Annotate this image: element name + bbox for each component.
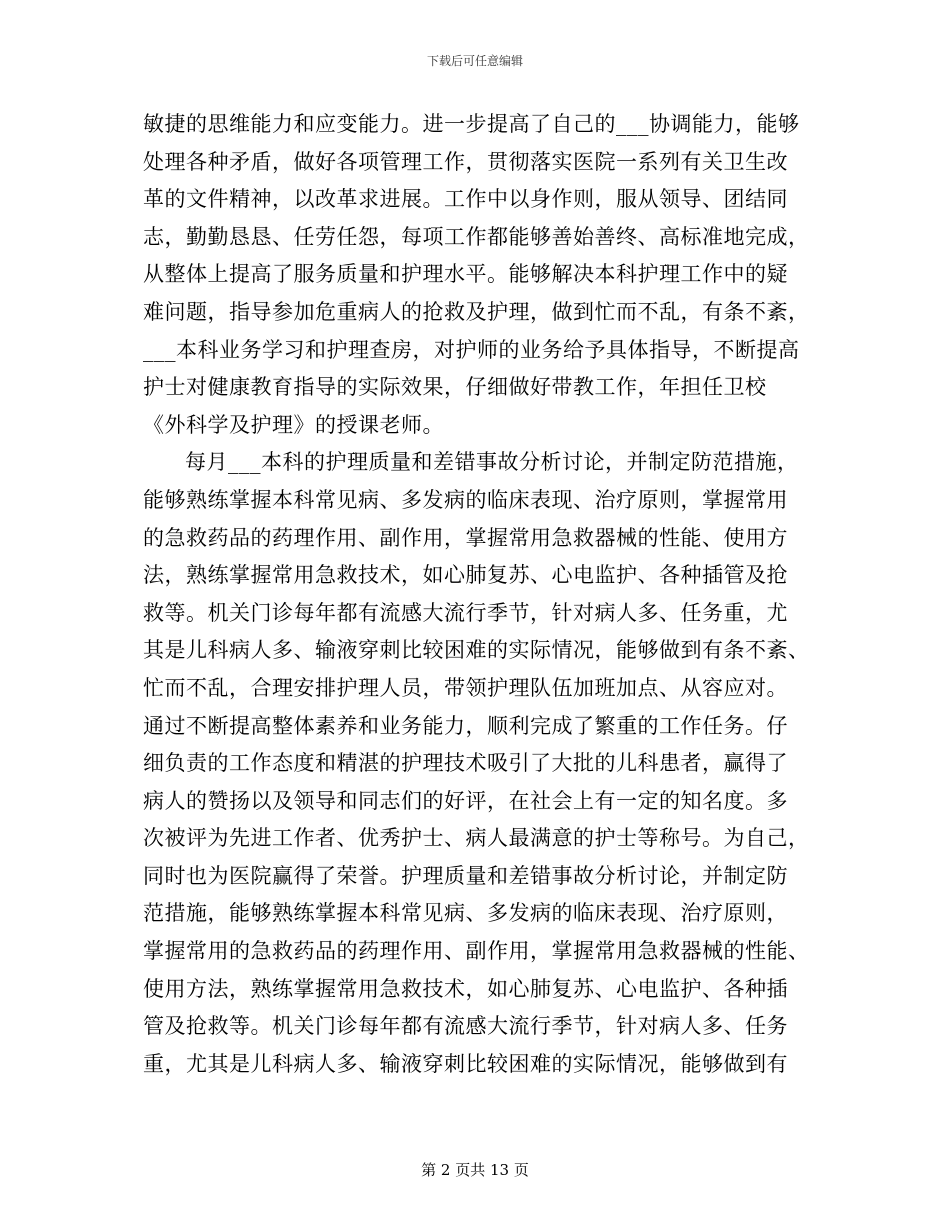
text-line: 敏捷的思维能力和应变能力。进一步提高了自己的___协调能力，能够 bbox=[143, 112, 800, 136]
text-line: 从整体上提高了服务质量和护理水平。能够解决本科护理工作中的疑 bbox=[143, 262, 788, 287]
text-line: 管及抢救等。机关门诊每年都有流感大流行季节，针对病人多、任务 bbox=[143, 1014, 788, 1039]
text-line: 处理各种矛盾，做好各项管理工作，贯彻落实医院一系列有关卫生改 bbox=[143, 149, 788, 174]
text-line: 《外科学及护理》的授课老师。 bbox=[143, 412, 444, 437]
text-line: 次被评为先进工作者、优秀护士、病人最满意的护士等称号。为自己， bbox=[143, 826, 810, 851]
text-line: 忙而不乱，合理安排护理人员，带领护理队伍加班加点、从容应对。 bbox=[143, 675, 788, 700]
text-line: 细负责的工作态度和精湛的护理技术吸引了大批的儿科患者，赢得了 bbox=[143, 751, 788, 776]
text-line: 病人的赞扬以及领导和同志们的好评，在社会上有一定的知名度。多 bbox=[143, 788, 788, 813]
document-body bbox=[143, 106, 823, 1083]
text-line: 救等。机关门诊每年都有流感大流行季节，针对病人多、任务重，尤 bbox=[143, 600, 788, 625]
text-line: 重，尤其是儿科病人多、输液穿刺比较困难的实际情况，能够做到有 bbox=[143, 1051, 788, 1076]
text-line: 每月___本科的护理质量和差错事故分析讨论，并制定防范措施， bbox=[185, 450, 799, 475]
page-header: 下载后可任意编辑 bbox=[426, 54, 523, 68]
page-number: 第 2 页共 13 页 bbox=[421, 1161, 529, 1179]
text-line: 通过不断提高整体素养和业务能力，顺利完成了繁重的工作任务。仔 bbox=[143, 713, 788, 738]
text-line: ___本科业务学习和护理查房，对护师的业务给予具体指导，不断提高 bbox=[143, 337, 800, 362]
text-line: 法，熟练掌握常用急救技术，如心肺复苏、心电监护、各种插管及抢 bbox=[143, 563, 788, 588]
text-line: 志，勤勤恳恳、任劳任怨，每项工作都能够善始善终、高标准地完成， bbox=[143, 224, 810, 249]
text-line: 的急救药品的药理作用、副作用，掌握常用急救器械的性能、使用方 bbox=[143, 525, 788, 550]
text-line: 范措施，能够熟练掌握本科常见病、多发病的临床表现、治疗原则， bbox=[143, 901, 788, 926]
text-line: 护士对健康教育指导的实际效果，仔细做好带教工作，年担任卫校 bbox=[143, 375, 767, 400]
text-line: 使用方法，熟练掌握常用急救技术，如心肺复苏、心电监护、各种插 bbox=[143, 976, 788, 1001]
text-line: 革的文件精神，以改革求进展。工作中以身作则，服从领导、团结同 bbox=[143, 187, 788, 212]
text-line: 同时也为医院赢得了荣誉。护理质量和差错事故分析讨论，并制定防 bbox=[143, 863, 788, 888]
text-line: 难问题，指导参加危重病人的抢救及护理，做到忙而不乱，有条不紊， bbox=[143, 299, 810, 324]
text-line: 其是儿科病人多、输液穿刺比较困难的实际情况，能够做到有条不紊、 bbox=[143, 638, 810, 663]
text-line: 能够熟练掌握本科常见病、多发病的临床表现、治疗原则，掌握常用 bbox=[143, 487, 788, 512]
text-line: 掌握常用的急救药品的药理作用、副作用，掌握常用急救器械的性能、 bbox=[143, 939, 810, 964]
